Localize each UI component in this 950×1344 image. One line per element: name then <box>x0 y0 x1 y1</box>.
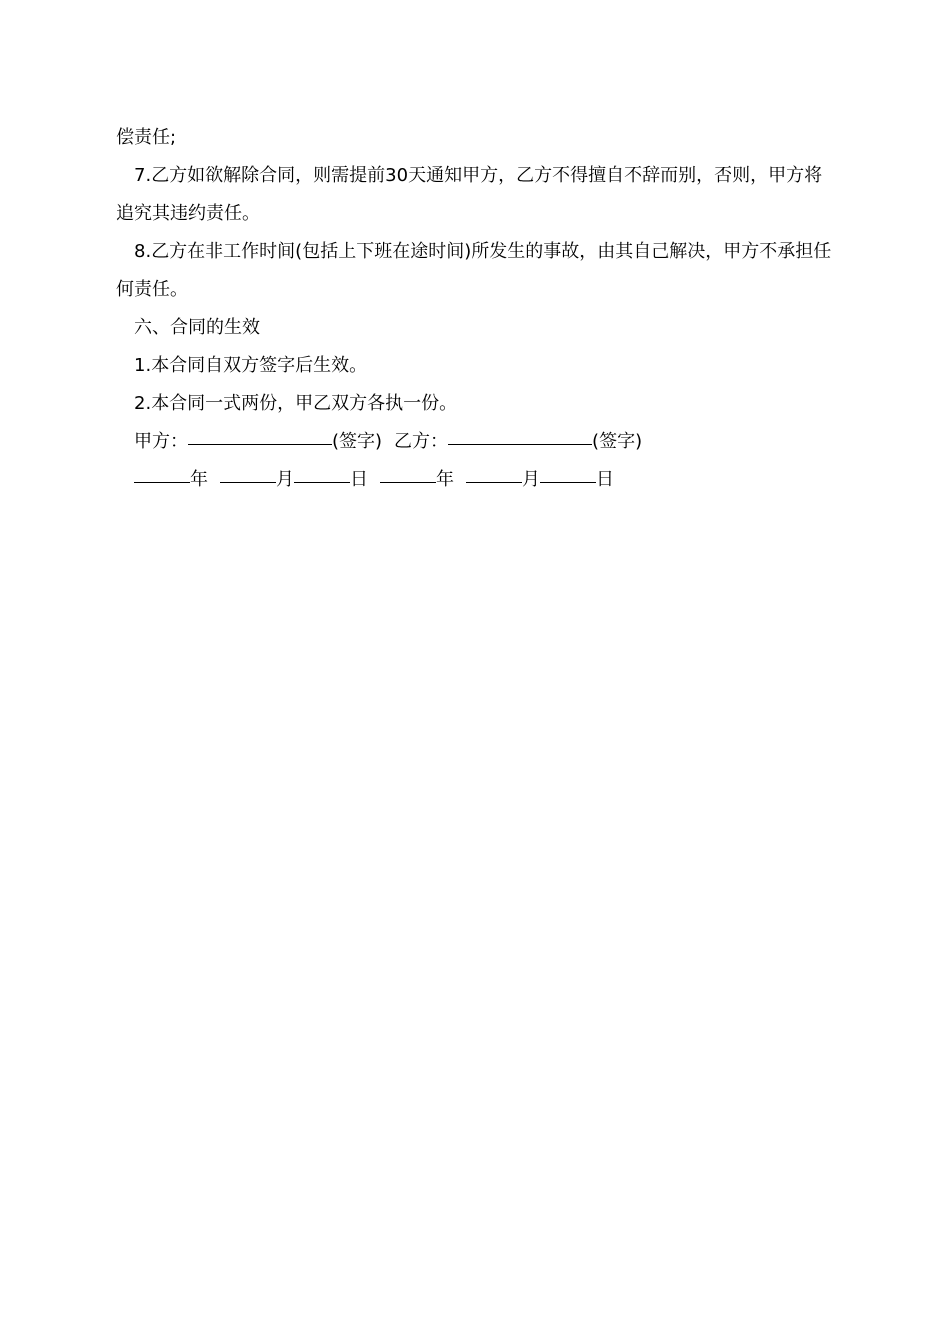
date-line <box>116 461 836 499</box>
signature-line <box>116 423 836 461</box>
party-a-sign-note: (签字) <box>332 431 383 452</box>
section-heading: 六、合同的生效 <box>134 317 260 338</box>
clause-7-text: 乙方如欲解除合同，则需提前30天通知甲方，乙方不得擅自不辞而别，否则，甲方将追究其违约责任。 <box>116 165 823 224</box>
clause-7 <box>116 157 836 233</box>
continuation-text: 偿责任; <box>116 127 177 148</box>
party-b-year-label: 年 <box>436 469 454 490</box>
party-a-day-blank <box>294 462 350 483</box>
document-page <box>116 119 836 499</box>
party-a-signature-blank <box>188 424 332 445</box>
effect-item-1-number: 1. <box>134 355 152 376</box>
clause-7-number: 7. <box>134 165 152 186</box>
effect-item-2 <box>116 385 836 423</box>
effect-item-1-text: 本合同自双方签字后生效。 <box>151 355 368 376</box>
party-b-month-label: 月 <box>522 469 540 490</box>
party-a-year-blank <box>134 462 190 483</box>
party-a-month-label: 月 <box>276 469 294 490</box>
effect-item-1 <box>116 347 836 385</box>
clause-8-number: 8. <box>134 241 152 262</box>
effect-item-2-number: 2. <box>134 393 152 414</box>
party-b-day-blank <box>540 462 596 483</box>
party-b-sign-note: (签字) <box>592 431 643 452</box>
clause-8 <box>116 233 836 309</box>
effect-item-2-text: 本合同一式两份，甲乙双方各执一份。 <box>151 393 458 414</box>
party-a-day-label: 日 <box>350 469 368 490</box>
party-b-label: 乙方： <box>394 431 449 452</box>
party-a-month-blank <box>220 462 276 483</box>
party-b-month-blank <box>466 462 522 483</box>
party-b-day-label: 日 <box>596 469 614 490</box>
party-a-label: 甲方： <box>134 431 188 452</box>
party-b-signature-blank <box>448 424 592 445</box>
clause-8-text: 乙方在非工作时间(包括上下班在途时间)所发生的事故，由其自己解决，甲方不承担任何责任。 <box>116 241 832 300</box>
party-a-year-label: 年 <box>190 469 208 490</box>
party-b-year-blank <box>380 462 436 483</box>
